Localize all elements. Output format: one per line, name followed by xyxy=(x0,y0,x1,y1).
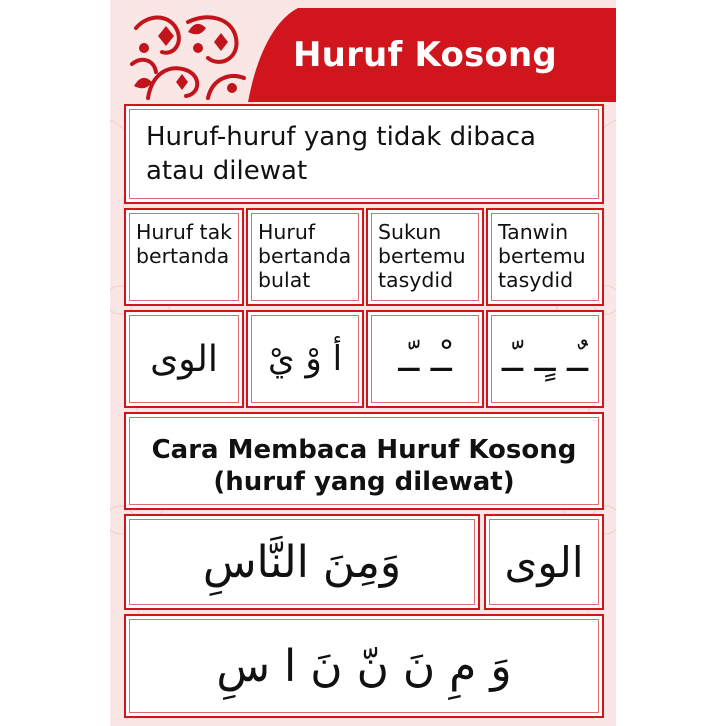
category-3-line-2: bertemu xyxy=(378,244,466,268)
category-4-line-3: tasydid xyxy=(498,268,574,292)
category-example-1 xyxy=(124,310,244,408)
category-3-line-3: tasydid xyxy=(378,268,454,292)
spelled-word-card xyxy=(124,614,604,718)
description-line-2: atau dilewat xyxy=(146,156,308,186)
category-header-3 xyxy=(366,208,484,306)
description-card xyxy=(124,104,604,204)
arabic-letters-1: الوى xyxy=(150,338,218,380)
spelled-word: وَ مِ نَ نّ نَ ا سِ xyxy=(216,640,512,692)
section-title-line-2: (huruf yang dilewat) xyxy=(213,467,515,497)
section-title-card xyxy=(124,412,604,510)
section-title xyxy=(126,434,602,498)
category-2-line-1: Huruf xyxy=(258,220,316,244)
example-word: وَمِنَ النَّاسِ xyxy=(202,536,402,588)
category-example-4 xyxy=(486,310,604,408)
category-example-2 xyxy=(246,310,364,408)
category-3-line-1: Sukun xyxy=(378,220,442,244)
category-example-3 xyxy=(366,310,484,408)
category-4-line-2: bertemu xyxy=(498,244,586,268)
arabic-marks-4: ـٌـ ـٍـ ـّـ xyxy=(501,338,589,380)
section-title-line-1: Cara Membaca Huruf Kosong xyxy=(151,435,577,465)
category-4-line-1: Tanwin xyxy=(498,220,569,244)
category-1-line-2: bertanda xyxy=(136,244,230,268)
description-text xyxy=(146,120,586,188)
category-header-2 xyxy=(246,208,364,306)
description-line-1: Huruf-huruf yang tidak dibaca xyxy=(146,122,536,152)
arabic-marks-3: ـْـ ـّـ xyxy=(398,338,452,380)
example-marker-card xyxy=(484,514,604,610)
category-1-line-1: Huruf tak xyxy=(136,220,233,244)
example-marker: الوى xyxy=(504,537,584,587)
category-2-line-2: bertanda xyxy=(258,244,352,268)
poster-page xyxy=(110,0,616,726)
page-title: Huruf Kosong xyxy=(293,35,557,75)
category-2-line-3: bulat xyxy=(258,268,311,292)
example-word-card xyxy=(124,514,480,610)
arabic-letters-2: أ وْ يْ xyxy=(267,339,343,379)
category-header-4 xyxy=(486,208,604,306)
category-header-1 xyxy=(124,208,244,306)
header-banner xyxy=(128,8,616,102)
